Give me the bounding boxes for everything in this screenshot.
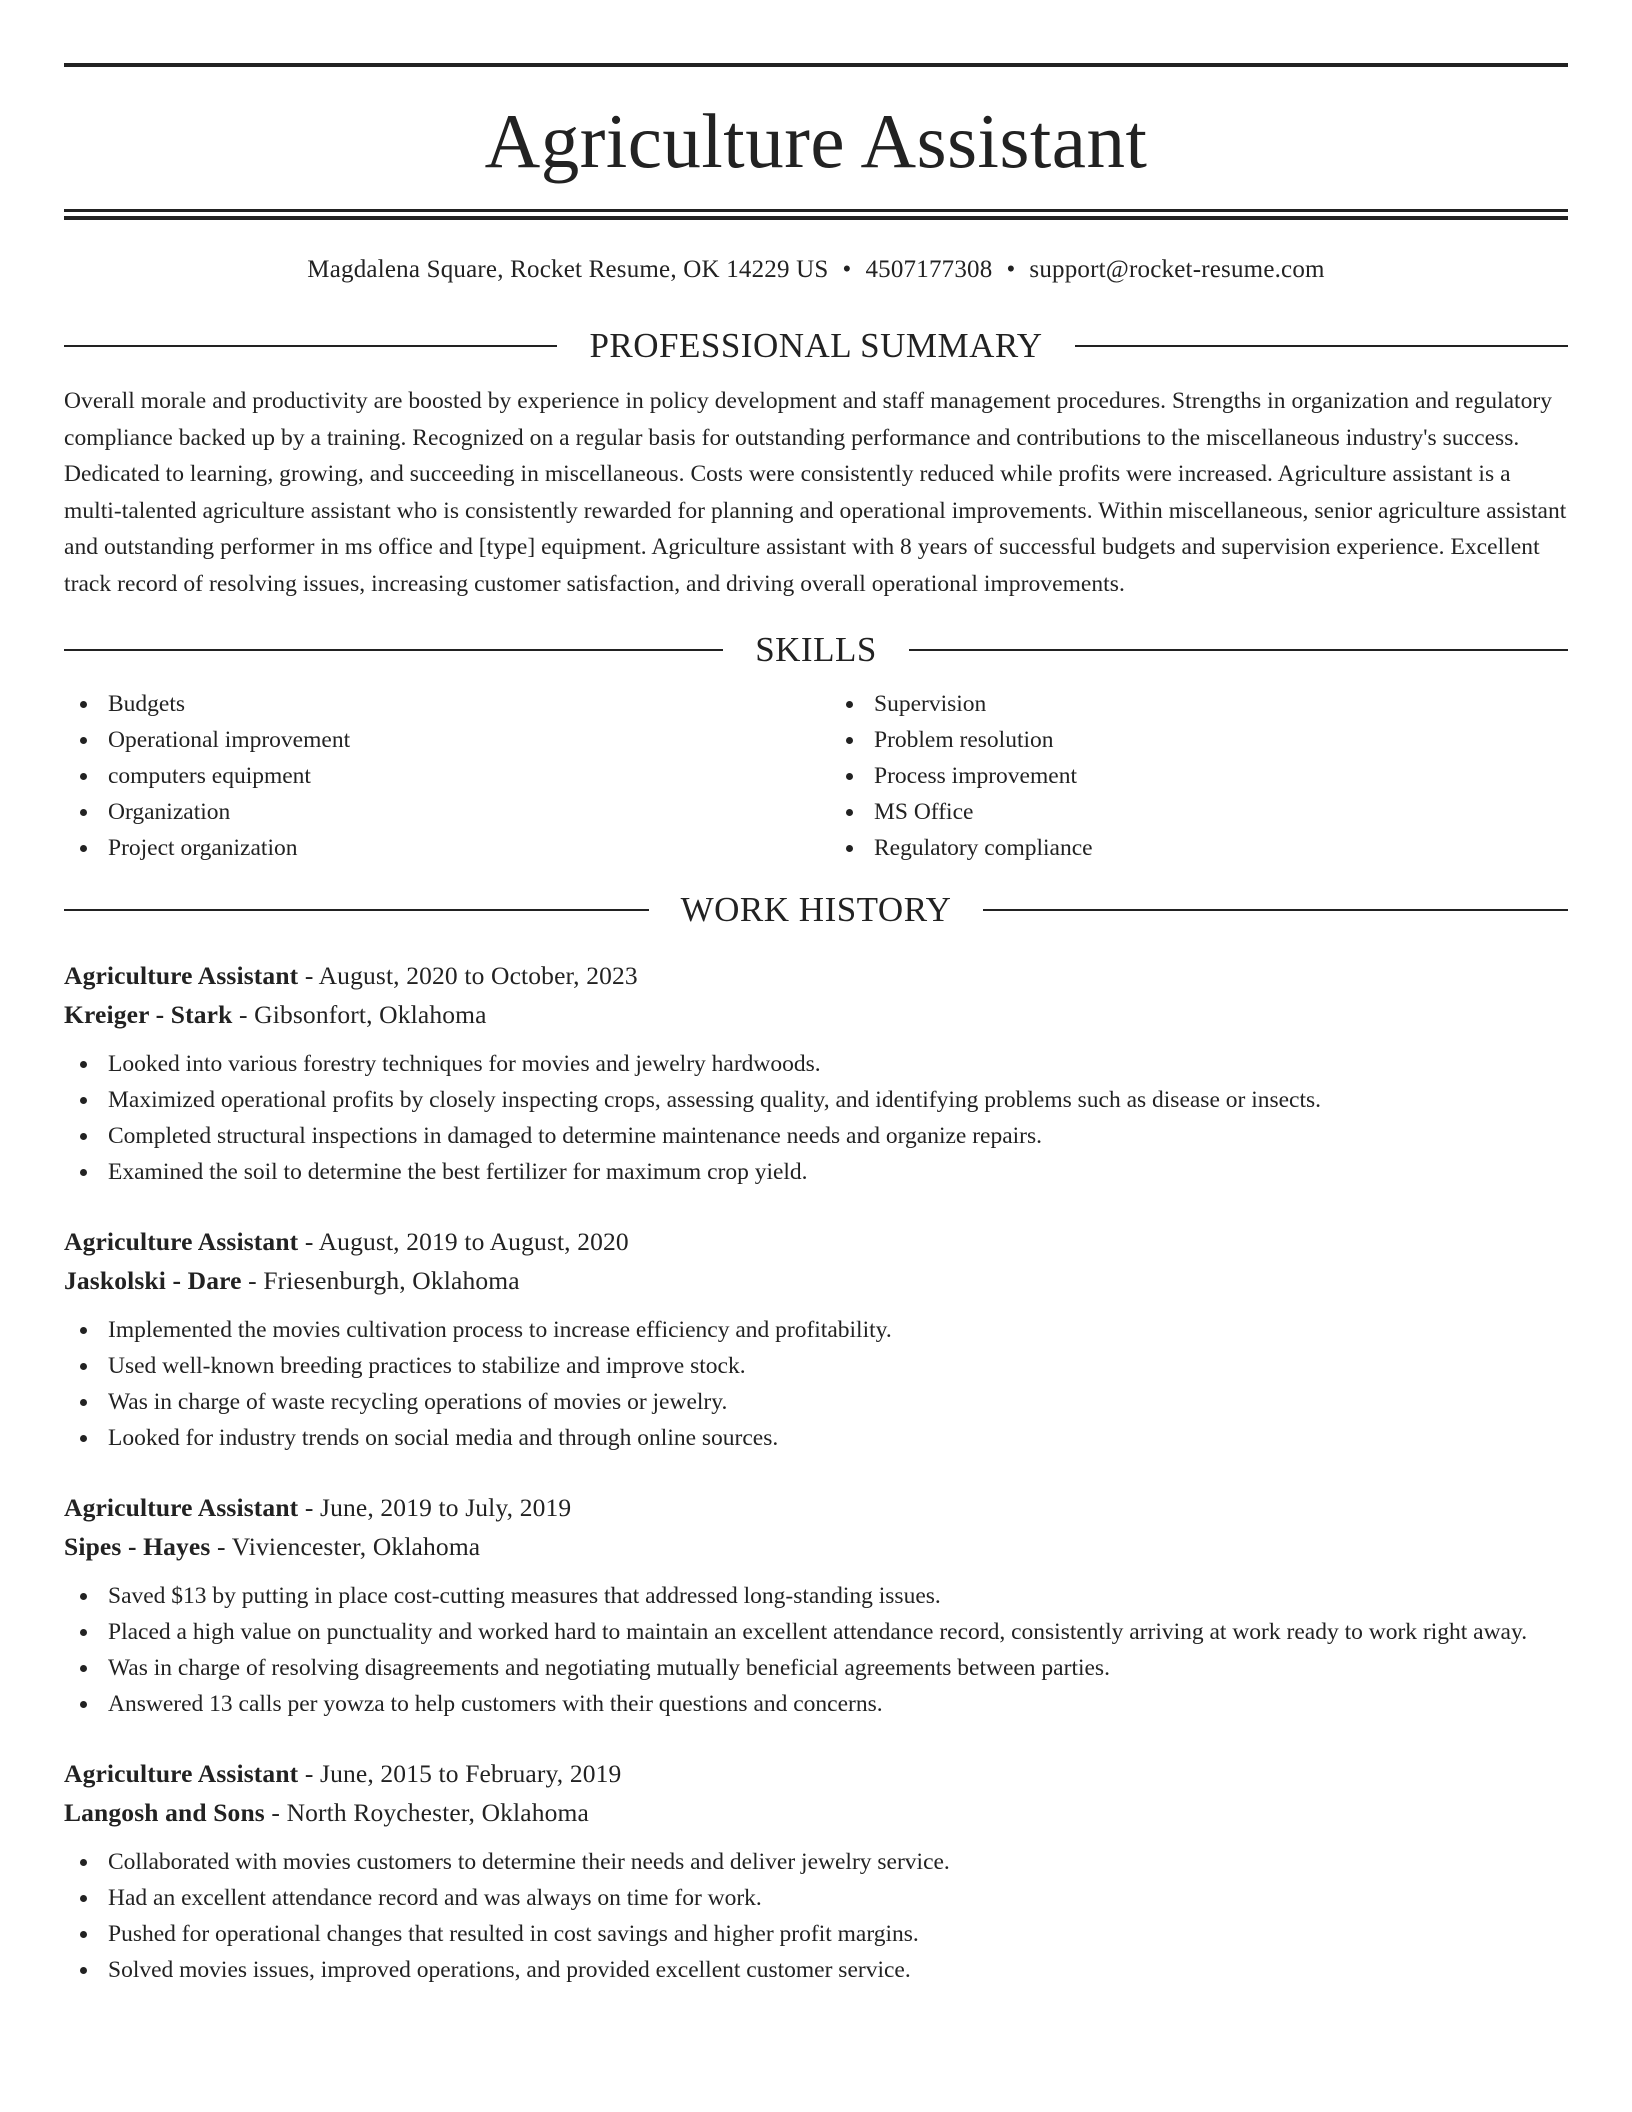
heading-rule-left — [64, 345, 557, 347]
job-company-line: Sipes - Hayes - Viviencester, Oklahoma — [64, 1532, 481, 1561]
job-entry — [64, 1754, 1568, 1988]
job-bullet: Had an excellent attendance record and was always on time for work. — [64, 1880, 1568, 1916]
job-company: Sipes - Hayes — [64, 1532, 211, 1561]
job-bullet: Used well-known breeding practices to stabilize and improve stock. — [64, 1348, 1568, 1384]
skill-item: Organization — [64, 794, 816, 830]
job-company-line: Kreiger - Stark - Gibsonfort, Oklahoma — [64, 1000, 487, 1029]
skill-item: Project organization — [64, 830, 816, 866]
job-title: Agriculture Assistant — [64, 1493, 299, 1522]
job-entry — [64, 1488, 1568, 1722]
job-entry — [64, 956, 1568, 1190]
heading-rule-right — [909, 649, 1568, 651]
skill-item: Problem resolution — [830, 722, 1568, 758]
job-bullet: Solved movies issues, improved operations, and provided excellent customer service. — [64, 1952, 1568, 1988]
job-title-line: Agriculture Assistant - August, 2020 to October, 2023 — [64, 961, 638, 990]
heading-rule-left — [64, 649, 723, 651]
job-bullet: Implemented the movies cultivation process to increase efficiency and profitability. — [64, 1312, 1568, 1348]
job-bullets — [64, 1046, 1568, 1190]
job-bullet: Saved $13 by putting in place cost-cutting measures that addressed long-standing issues. — [64, 1578, 1568, 1614]
job-location: Viviencester, Oklahoma — [231, 1532, 481, 1561]
job-company: Jaskolski - Dare — [64, 1266, 242, 1295]
contact-address: Magdalena Square, Rocket Resume, OK 14229 US — [307, 256, 829, 283]
job-title-line: Agriculture Assistant - June, 2015 to February, 2019 — [64, 1759, 622, 1788]
job-bullet: Maximized operational profits by closely inspecting crops, assessing quality, and identifying problems such as disease or insects. — [64, 1082, 1568, 1118]
job-company: Langosh and Sons — [64, 1798, 265, 1827]
job-location: Gibsonfort, Oklahoma — [254, 1000, 487, 1029]
skill-item: computers equipment — [64, 758, 816, 794]
skills-column-left — [64, 686, 816, 866]
job-dates: August, 2019 to August, 2020 — [318, 1227, 629, 1256]
title-double-rule — [64, 209, 1568, 220]
contact-separator: • — [842, 256, 852, 283]
job-bullet: Collaborated with movies customers to determine their needs and deliver jewelry service. — [64, 1844, 1568, 1880]
job-company-line: Jaskolski - Dare - Friesenburgh, Oklahoma — [64, 1266, 520, 1295]
job-bullets — [64, 1578, 1568, 1722]
job-title-line: Agriculture Assistant - June, 2019 to July, 2019 — [64, 1493, 572, 1522]
job-bullet: Placed a high value on punctuality and worked hard to maintain an excellent attendance record, consistently arriving at work ready to work right away. — [64, 1614, 1568, 1650]
job-title: Agriculture Assistant — [64, 1759, 299, 1788]
skill-item: Budgets — [64, 686, 816, 722]
job-title: Agriculture Assistant — [64, 1227, 299, 1256]
job-title: Agriculture Assistant — [64, 961, 299, 990]
job-bullets — [64, 1844, 1568, 1988]
contact-line — [64, 255, 1568, 285]
work-history-heading-label: WORK HISTORY — [680, 890, 952, 929]
page-title: Agriculture Assistant — [484, 98, 1148, 184]
summary-heading — [64, 326, 1568, 366]
skill-item: MS Office — [830, 794, 1568, 830]
job-location: North Roychester, Oklahoma — [286, 1798, 589, 1827]
job-location: Friesenburgh, Oklahoma — [263, 1266, 520, 1295]
skill-item: Operational improvement — [64, 722, 816, 758]
work-history-heading — [64, 890, 1568, 930]
heading-rule-right — [1075, 345, 1568, 347]
job-bullet: Completed structural inspections in damaged to determine maintenance needs and organize repairs. — [64, 1118, 1568, 1154]
job-dates: June, 2019 to July, 2019 — [320, 1493, 572, 1522]
summary-text: Overall morale and productivity are boosted by experience in policy development and staff management procedures. Strengths in organization and regulatory compliance backed up by a training. Recognized on a regular basis for outstanding performance and contributions to the miscellaneous industry's success. Dedicated to learning, growing, and succeeding in miscellaneous. Costs were consistently reduced while profits were increased. Agriculture assistant is a multi-talented agriculture assistant who is consistently rewarded for planning and operational improvements. Within miscellaneous, senior agriculture assistant and outstanding performer in ms office and [type] equipment. Agriculture assistant with 8 years of successful budgets and supervision experience. Excellent track record of resolving issues, increasing customer satisfaction, and driving overall operational improvements. — [64, 388, 1567, 597]
job-dates: June, 2015 to February, 2019 — [320, 1759, 622, 1788]
skill-item: Regulatory compliance — [830, 830, 1568, 866]
skill-item: Supervision — [830, 686, 1568, 722]
job-bullet: Answered 13 calls per yowza to help customers with their questions and concerns. — [64, 1686, 1568, 1722]
skills-heading-label: SKILLS — [755, 630, 877, 669]
heading-rule-right — [983, 909, 1568, 911]
contact-phone: 4507177308 — [865, 256, 993, 283]
skills-heading — [64, 630, 1568, 670]
job-bullet: Was in charge of waste recycling operations of movies or jewelry. — [64, 1384, 1568, 1420]
skills-column-right — [816, 686, 1568, 866]
job-bullet: Was in charge of resolving disagreements and negotiating mutually beneficial agreements between parties. — [64, 1650, 1568, 1686]
heading-rule-left — [64, 909, 649, 911]
job-bullet: Looked for industry trends on social media and through online sources. — [64, 1420, 1568, 1456]
job-bullet: Examined the soil to determine the best fertilizer for maximum crop yield. — [64, 1154, 1568, 1190]
skills-list — [64, 686, 1568, 866]
job-bullets — [64, 1312, 1568, 1456]
contact-separator: • — [1006, 256, 1016, 283]
job-title-line: Agriculture Assistant - August, 2019 to August, 2020 — [64, 1227, 629, 1256]
skill-item: Process improvement — [830, 758, 1568, 794]
job-entry — [64, 1222, 1568, 1456]
job-bullet: Looked into various forestry techniques for movies and jewelry hardwoods. — [64, 1046, 1568, 1082]
summary-heading-label: PROFESSIONAL SUMMARY — [589, 326, 1043, 365]
job-bullet: Pushed for operational changes that resulted in cost savings and higher profit margins. — [64, 1916, 1568, 1952]
job-company-line: Langosh and Sons - North Roychester, Oklahoma — [64, 1798, 589, 1827]
job-company: Kreiger - Stark — [64, 1000, 233, 1029]
job-dates: August, 2020 to October, 2023 — [318, 961, 638, 990]
contact-email: support@rocket-resume.com — [1029, 256, 1325, 283]
